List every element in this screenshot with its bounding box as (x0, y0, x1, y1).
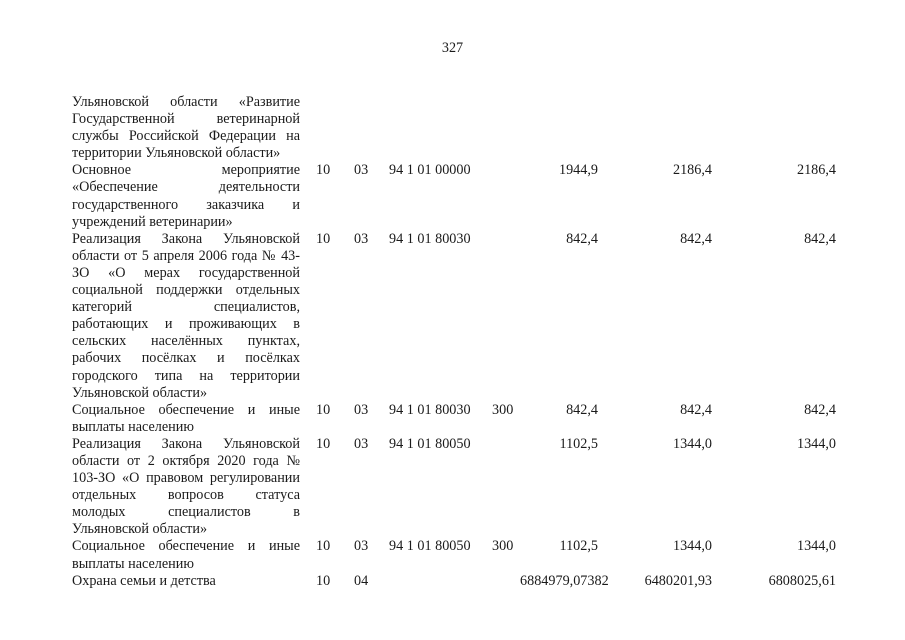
table-row (0, 538, 836, 572)
amount-year-3: 842,4 (804, 230, 836, 247)
row-description: Ульяновской области «Развитие Государственной ветеринарной службы Российской Федерации на территории Ульяновской области» (72, 94, 300, 162)
target-article-code: 94 1 01 80030 (389, 401, 471, 418)
section-code: 10 (316, 162, 331, 179)
amount-year-1: 1102,5 (559, 435, 598, 452)
table-row (0, 572, 836, 590)
subsection-code: 03 (354, 538, 369, 555)
subsection-code: 03 (354, 230, 369, 247)
expense-type-code: 300 (492, 401, 514, 418)
section-code: 10 (316, 435, 331, 452)
section-code: 10 (316, 401, 331, 418)
table-row (0, 162, 836, 230)
amount-year-3: 1344,0 (796, 435, 836, 452)
amount-year-1: 842,4 (566, 230, 598, 247)
section-code: 10 (316, 572, 331, 589)
row-description: Реализация Закона Ульяновской области от 5 апреля 2006 года № 43-ЗО «О мерах государственной социальной поддержки отдельных категорий специалистов, работающих и проживающих в сельских населённых пунктах, рабочих посёлках и посёлках городского типа на территории Ульяновской области» (72, 230, 300, 401)
row-description: Реализация Закона Ульяновской области от 2 октября 2020 года № 103-ЗО «О правовом регулировании отдельных вопросов статуса молодых специалистов в Ульяновской области» (72, 435, 300, 538)
budget-table (0, 94, 836, 590)
amount-year-3: 2186,4 (796, 162, 836, 179)
subsection-code: 03 (354, 435, 369, 452)
table-row (0, 94, 300, 162)
row-description: Социальное обеспечение и иные выплаты населению (72, 538, 300, 572)
amount-year-3: 6808025,61 (768, 572, 836, 589)
amount-year-3: 1344,0 (796, 538, 836, 555)
amount-year-1: 1944,9 (558, 162, 598, 179)
expense-type-code: 300 (492, 538, 514, 555)
table-row (0, 401, 836, 436)
target-article-code: 94 1 01 00000 (389, 162, 471, 179)
table-row (0, 435, 836, 539)
section-code: 10 (316, 230, 331, 247)
section-code: 10 (316, 538, 331, 555)
amount-year-2: 1344,0 (672, 435, 712, 452)
target-article-code: 94 1 01 80050 (389, 538, 471, 555)
target-article-code: 94 1 01 80030 (389, 230, 471, 247)
row-description: Охрана семьи и детства (72, 572, 216, 589)
amount-year-2: 6480201,93 (644, 572, 712, 589)
amount-year-2: 1344,0 (672, 538, 712, 555)
subsection-code: 03 (354, 162, 369, 179)
table-row (0, 230, 836, 402)
row-description: Социальное обеспечение и иные выплаты населению (72, 401, 300, 435)
subsection-code: 03 (354, 401, 369, 418)
amount-year-2: 842,4 (680, 230, 712, 247)
amount-year-1: 6884979,07382 (520, 572, 609, 589)
subsection-code: 04 (354, 572, 369, 589)
target-article-code: 94 1 01 80050 (389, 435, 471, 452)
amount-year-1: 1102,5 (559, 538, 598, 555)
row-description: Основное мероприятие «Обеспечение деятельности государственного заказчика и учреждений ветеринарии» (72, 162, 300, 230)
amount-year-2: 842,4 (680, 401, 712, 418)
amount-year-3: 842,4 (804, 401, 836, 418)
amount-year-1: 842,4 (566, 401, 598, 418)
amount-year-2: 2186,4 (672, 162, 712, 179)
page-number: 327 (441, 40, 464, 56)
